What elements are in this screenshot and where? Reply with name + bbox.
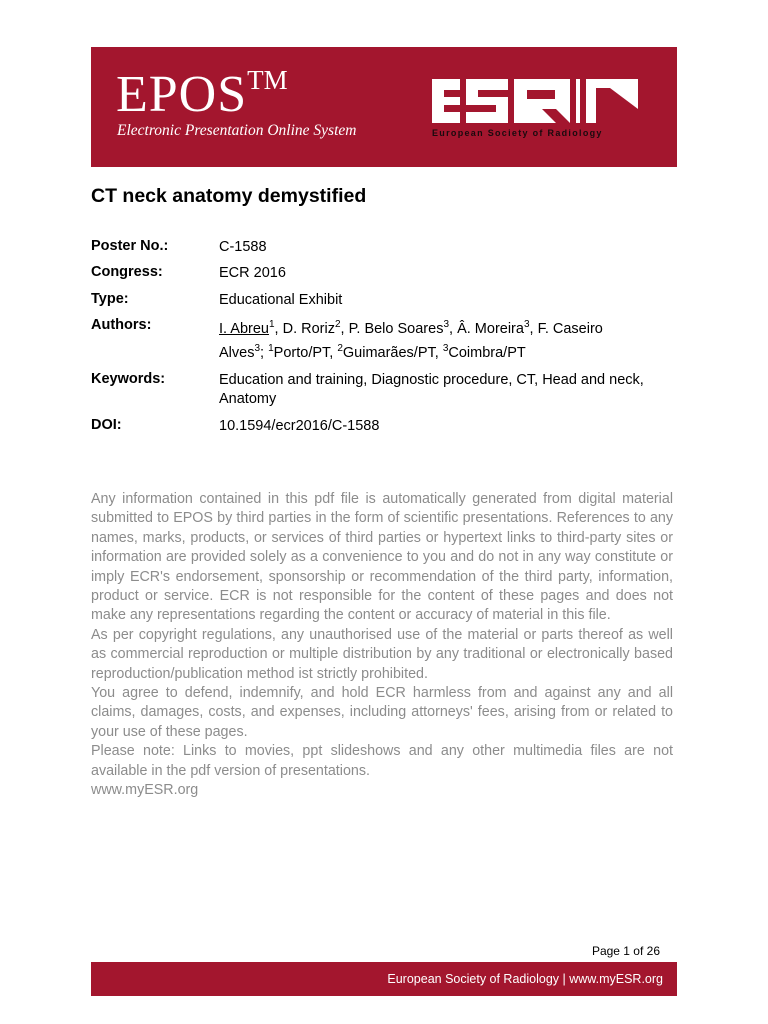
meta-row-poster (91, 238, 671, 264)
disclaimer-block (91, 490, 673, 801)
epos-logo-word: EPOS (116, 66, 248, 123)
poster-metadata-table (91, 238, 671, 436)
epos-logo (116, 65, 288, 123)
affiliation-city: Guimarães/PT, (342, 345, 443, 361)
meta-row-congress (91, 264, 671, 291)
meta-key-doi: DOI: (91, 417, 122, 433)
authors-line-2 (219, 341, 671, 365)
meta-val-congress: ECR 2016 (219, 265, 286, 281)
author-name: , D. Roriz (274, 321, 335, 337)
meta-val-doi: 10.1594/ecr2016/C-1588 (219, 418, 380, 434)
meta-row-authors (91, 317, 671, 371)
separator: ; (260, 345, 269, 361)
epos-tm-mark: TM (247, 65, 288, 95)
meta-val-type: Educational Exhibit (219, 292, 343, 308)
affiliation-marker: 2 (334, 319, 341, 331)
meta-val-keywords: Education and training, Diagnostic procedure, CT, Head and neck, Anatomy (219, 372, 644, 407)
affiliation-marker: 1 (268, 319, 275, 331)
disclaimer-paragraph: Any information contained in this pdf file is automatically generated from digital material submitted to EPOS by third parties in the form of scientific presentations. References to any names, marks, products, or services of third parties or hypertext links to third-party sites or information are provided solely as a convenience to you and do not in any way constitute or imply ECR's endorsement, sponsorship or recommendation of the third party, information, product or service. ECR is not responsible for the content of these pages and does not make any representations regarding the content or accuracy of material in this file. (91, 491, 673, 624)
affiliation-marker: 3 (443, 319, 450, 331)
affiliation-city: Porto/PT, (273, 345, 338, 361)
author-name: , Â. Moreira (449, 321, 524, 337)
page-number: Page 1 of 26 (591, 944, 660, 958)
meta-val-poster: C-1588 (219, 239, 267, 255)
meta-key-type: Type: (91, 291, 129, 307)
disclaimer-paragraph: Please note: Links to movies, ppt slideshows and any other multimedia files are not available in the pdf version of presentations. (91, 743, 673, 779)
disclaimer-paragraph: As per copyright regulations, any unauthorised use of the material or parts thereof as well as commercial reproduction or multiple distribution by any traditional or electronically based reproduction/publication method ist strictly prohibited. (91, 626, 673, 682)
meta-val-authors (219, 317, 671, 371)
epos-subtitle: Electronic Presentation Online System (117, 122, 357, 139)
authors-line-1 (219, 317, 671, 341)
disclaimer-paragraph: You agree to defend, indemnify, and hold ECR harmless from and against any and all claims, damages, costs, and expenses, including attorneys' fees, arising from or related to your use of these pages. (91, 685, 673, 740)
author-name: Alves (219, 345, 255, 361)
esr-logo (432, 79, 638, 123)
affiliation-marker: 3 (254, 343, 261, 355)
epos-header-banner (91, 47, 677, 167)
meta-key-keywords: Keywords: (91, 371, 166, 387)
esr-subtitle: European Society of Radiology (432, 128, 603, 138)
meta-row-type (91, 291, 671, 317)
affiliation-marker: 2 (337, 343, 343, 355)
affiliation-city: Coimbra/PT (448, 345, 526, 361)
author-name: , F. Caseiro (529, 321, 603, 337)
meta-key-authors: Authors: (91, 317, 152, 333)
affiliation-marker: 1 (268, 343, 274, 355)
author-name: , P. Belo Soares (340, 321, 444, 337)
meta-row-keywords (91, 371, 671, 417)
website-link[interactable]: www.myESR.org (91, 782, 199, 799)
affiliation-marker: 3 (523, 319, 530, 331)
affiliation-marker: 3 (442, 343, 449, 355)
footer-text: European Society of Radiology | www.myESR.org (387, 972, 663, 986)
footer-banner (91, 962, 677, 996)
meta-row-doi (91, 417, 671, 436)
meta-key-poster: Poster No.: (91, 238, 169, 254)
meta-key-congress: Congress: (91, 264, 163, 280)
author-link-abreu[interactable]: I. Abreu (219, 321, 269, 337)
poster-title: CT neck anatomy demystified (91, 185, 367, 207)
